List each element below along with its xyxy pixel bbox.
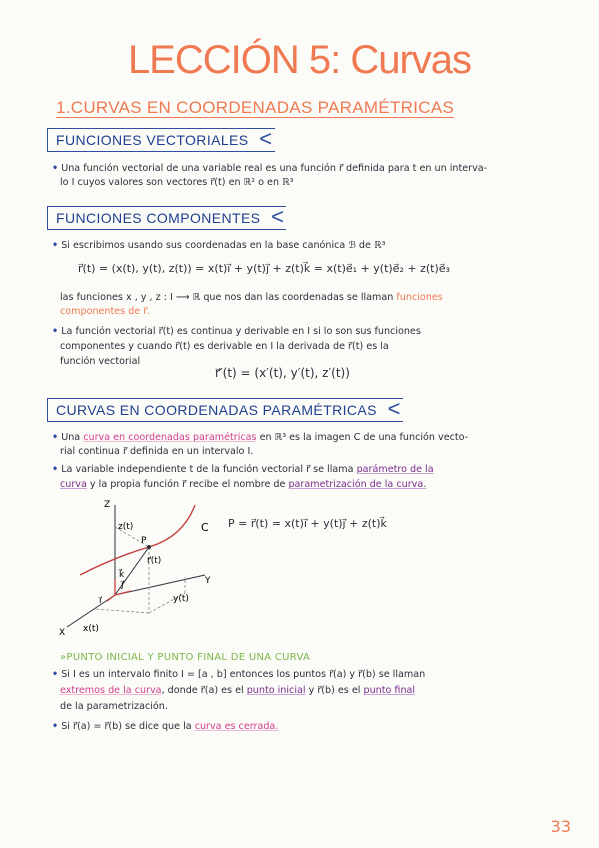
label-z: Z [104,500,111,510]
label-zt: z(t) [118,522,134,532]
componentes-formula: r⃗(t) = (x(t), y(t), z(t)) = x(t)ı⃗ + y(t)j⃗ + z(t)k⃗ = x(t)e⃗₁ + y(t)e⃗₂ + z(t)e⃗₃ [78,262,450,275]
label-c: C [201,521,209,534]
derivative-formula: r⃗′(t) = (x′(t), y′(t), z′(t)) [215,366,350,380]
label-k: k⃗ [119,570,125,580]
diagram-formula: P = r⃗(t) = x(t)ı⃗ + y(t)j⃗ + z(t)k⃗ [228,517,387,530]
label-xt: x(t) [83,624,99,634]
componentes-text-4: • La función vectorial r⃗(t) es continua y derivable en I si lo son sus funciones [52,326,421,337]
label-rt: r⃗(t) [147,556,162,566]
page-title: LECCIÓN 5: Curvas [127,38,472,82]
label-x: X [59,628,66,638]
page-number: 33 [550,817,571,836]
banner-funciones-componentes: FUNCIONES COMPONENTES < [47,206,286,230]
banner-curvas-parametricas: CURVAS EN COORDENADAS PARAMÉTRICAS < [47,398,403,422]
punto-text-2: extremos de la curva, donde r⃗(a) es el punto inicial y r⃗(b) es el punto final [60,685,416,696]
componentes-text-5: componentes y cuando r⃗(t) es derivable en I la derivada de r⃗(t) es la [60,341,389,352]
curvas-text-2: rial continua r⃗ definida en un intervalo I. [60,446,254,457]
curvas-text-4: curva y la propia función r⃗ recibe el nombre de parametrización de la curva. [60,479,427,490]
banner-funciones-vectoriales: FUNCIONES VECTORIALES < [47,128,275,152]
curvas-text-3: • La variable independiente t de la función vectorial r⃗ se llama parámetro de la [52,464,434,475]
point-p [147,545,151,549]
label-j: j⃗ [121,580,124,590]
section-heading: 1.CURVAS EN COORDENADAS PARAMÉTRICAS [56,98,455,117]
label-yt: y(t) [173,594,189,604]
curvas-text-1: • Una curva en coordenadas paramétricas en ℝ³ es la imagen C de una función vecto- [52,432,469,443]
label-y: Y [205,576,211,586]
punto-text-1: • Si I es un intervalo finito I = [a , b] entonces los puntos r⃗(a) y r⃗(b) se llaman [52,669,426,680]
punto-text-4: • Si r⃗(a) = r⃗(b) se dice que la curva es cerrada. [52,721,279,732]
label-i: ı⃗ [99,596,102,606]
i-vector [107,595,115,601]
componentes-text-3: componentes de r⃗. [60,306,151,317]
componentes-text-1: • Si escribimos usando sus coordenadas en la base canónica ℬ de ℝ³ [52,240,386,251]
projection-line [95,609,149,613]
componentes-text-2: las funciones x , y , z : I ⟶ ℝ que nos dan las coordenadas se llaman funciones [60,292,443,303]
label-p: P [141,536,147,546]
curve-diagram [55,495,240,640]
subheading-punto: »PUNTO INICIAL Y PUNTO FINAL DE UNA CURVA [60,652,311,663]
vectoriales-text-2: lo I cuyos valores son vectores r⃗(t) en ℝ² o en ℝ³ [60,177,294,188]
componentes-text-6: función vectorial [60,356,141,367]
punto-text-3: de la parametrización. [60,701,168,712]
vectoriales-text-1: • Una función vectorial de una variable real es una función r⃗ definida para t en un interva- [52,163,488,174]
